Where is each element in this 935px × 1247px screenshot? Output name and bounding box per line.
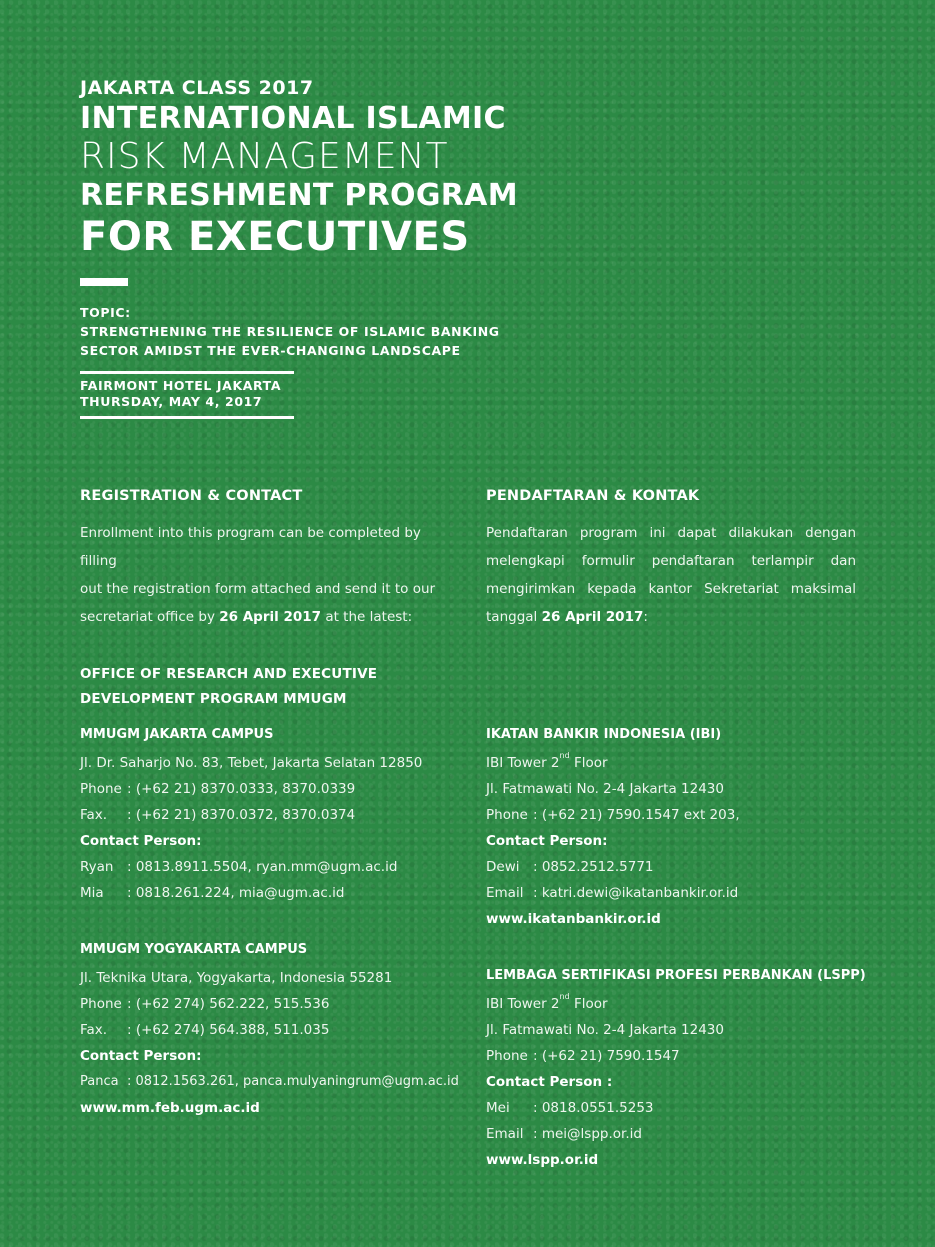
yogyakarta-campus-details (80, 965, 459, 1121)
lspp-address: Jl. Fatmawati No. 2-4 Jakarta 12430 (486, 1022, 724, 1038)
lspp-contact: Mei : 0818.0551.5253 (486, 1100, 654, 1116)
ibi-email: Email : katri.dewi@ikatanbankir.or.id (486, 885, 739, 901)
topic-line-2: SECTOR AMIDST THE EVER-CHANGING LANDSCAPE (80, 343, 461, 358)
yogyakarta-address: Jl. Teknika Utara, Yogyakarta, Indonesia 55281 (80, 970, 393, 986)
title-line-3: REFRESHMENT PROGRAM (80, 178, 518, 213)
jakarta-campus-title: MMUGM JAKARTA CAMPUS (80, 727, 274, 742)
yogyakarta-website[interactable]: www.mm.feb.ugm.ac.id (80, 1100, 260, 1116)
jakarta-contact-label: Contact Person: (80, 833, 202, 849)
lspp-tower: IBI Tower 2nd Floor (486, 992, 608, 1012)
jakarta-campus-details (80, 750, 422, 906)
topic-line-1: STRENGTHENING THE RESILIENCE OF ISLAMIC BANKING (80, 324, 500, 339)
venue-rule-top (80, 371, 294, 374)
topic-label: TOPIC: (80, 305, 131, 320)
title-line-2: RISK MANAGEMENT (80, 136, 449, 177)
title-line-1: INTERNATIONAL ISLAMIC (80, 101, 506, 136)
office-title: OFFICE OF RESEARCH AND EXECUTIVE DEVELOPMENT PROGRAM MMUGM (80, 666, 378, 707)
ibi-tower: IBI Tower 2nd Floor (486, 751, 608, 771)
lspp-email: Email : mei@lspp.or.id (486, 1126, 642, 1142)
pendaftaran-text: Pendaftaran program ini dapat dilakukan dengan melengkapi formulir pendaftaran terlampir dan mengirimkan kepada kantor Sekretariat maksimal tanggal 26 April 2017: (486, 525, 856, 625)
pendaftaran-title: PENDAFTARAN & KONTAK (486, 488, 700, 504)
ibi-contact-label: Contact Person: (486, 833, 608, 849)
lspp-title: LEMBAGA SERTIFIKASI PROFESI PERBANKAN (LSPP) (486, 968, 866, 983)
yogyakarta-contact: Panca : 0812.1563.261, panca.mulyaningrum@ugm.ac.id (80, 1074, 459, 1089)
ibi-phone: Phone : (+62 21) 7590.1547 ext 203, (486, 807, 740, 823)
registration-text: Enrollment into this program can be completed by filling out the registration form attached and send it to our secretariat office by 26 April 2017 at the latest: (80, 525, 436, 625)
registration-title: REGISTRATION & CONTACT (80, 488, 303, 504)
accent-bar (80, 278, 128, 286)
ibi-title: IKATAN BANKIR INDONESIA (IBI) (486, 727, 722, 742)
ibi-address: Jl. Fatmawati No. 2-4 Jakarta 12430 (486, 781, 724, 797)
jakarta-fax: Fax. : (+62 21) 8370.0372, 8370.0374 (80, 807, 356, 823)
title-line-4: FOR EXECUTIVES (80, 214, 470, 260)
lspp-phone: Phone : (+62 21) 7590.1547 (486, 1048, 680, 1064)
jakarta-phone: Phone : (+62 21) 8370.0333, 8370.0339 (80, 781, 356, 797)
jakarta-address: Jl. Dr. Saharjo No. 83, Tebet, Jakarta Selatan 12850 (80, 755, 423, 771)
yogyakarta-campus-title: MMUGM YOGYAKARTA CAMPUS (80, 942, 308, 957)
program-header (80, 76, 518, 260)
venue-rule-bottom (80, 416, 294, 419)
ibi-contact: Dewi : 0852.2512.5771 (486, 859, 654, 875)
ibi-website[interactable]: www.ikatanbankir.or.id (486, 911, 661, 927)
lspp-website[interactable]: www.lspp.or.id (486, 1152, 599, 1168)
jakarta-contact-2: Mia : 0818.261.224, mia@ugm.ac.id (80, 885, 345, 901)
ibi-details (486, 750, 740, 932)
jakarta-contact-1: Ryan : 0813.8911.5504, ryan.mm@ugm.ac.id (80, 859, 398, 875)
venue-block (80, 378, 281, 410)
yogyakarta-phone: Phone : (+62 274) 562.222, 515.536 (80, 996, 330, 1012)
lspp-details (486, 991, 724, 1173)
venue-date: THURSDAY, MAY 4, 2017 (80, 394, 263, 409)
topic-block (80, 303, 500, 360)
lspp-contact-label: Contact Person : (486, 1074, 613, 1090)
yogyakarta-contact-label: Contact Person: (80, 1048, 202, 1064)
yogyakarta-fax: Fax. : (+62 274) 564.388, 511.035 (80, 1022, 330, 1038)
class-line: JAKARTA CLASS 2017 (80, 77, 314, 99)
venue-place: FAIRMONT HOTEL JAKARTA (80, 378, 282, 393)
